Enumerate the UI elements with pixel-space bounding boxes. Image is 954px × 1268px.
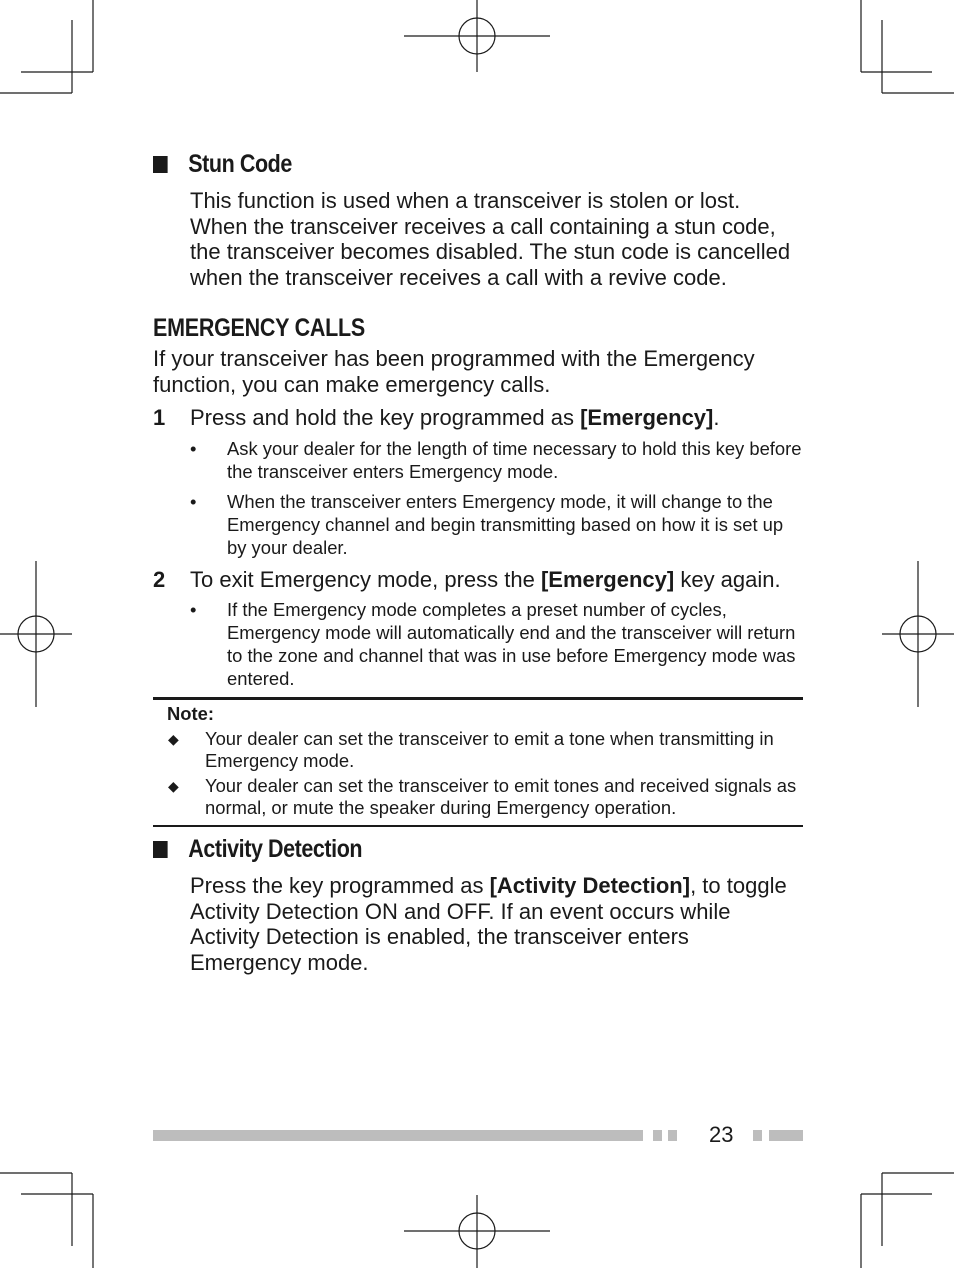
note-item <box>167 775 803 819</box>
activity-detection-body <box>190 873 803 975</box>
page-number: 23 <box>709 1122 734 1147</box>
square-bullet-icon <box>153 841 168 858</box>
step-text-part: . <box>713 405 720 430</box>
page-content <box>153 146 803 975</box>
step-2 <box>153 567 803 593</box>
stun-code-title: Stun Code <box>188 149 292 178</box>
key-label: [Emergency] <box>540 566 675 592</box>
footer-square <box>753 1130 762 1141</box>
footer-square <box>653 1130 662 1141</box>
footer-bar <box>153 1130 643 1141</box>
step-text-part: key again. <box>674 566 781 592</box>
emergency-calls-heading: EMERGENCY CALLS <box>153 314 365 342</box>
note-text: Your dealer can set the transceiver to emit tones and received signals as normal, or mute the speaker during Emergency operation. <box>205 775 797 818</box>
diamond-bullet-icon: ◆ <box>168 731 179 747</box>
footer-bar <box>769 1130 803 1141</box>
list-item <box>190 598 803 690</box>
step-1 <box>153 405 803 431</box>
step-number: 2 <box>153 566 166 592</box>
note-box <box>153 697 803 827</box>
step-text <box>190 405 803 431</box>
body-text-part: Press the key programmed as <box>190 873 490 898</box>
bullet-text: If the Emergency mode completes a preset number of cycles, Emergency mode will automatically end and the transceiver will return to the zone and channel that was in use before Emergency mode was entered. <box>227 599 796 689</box>
activity-detection-title: Activity Detection <box>188 834 363 863</box>
bullet-dot-icon: • <box>190 599 197 620</box>
list-item <box>190 490 803 559</box>
step-text <box>190 567 803 593</box>
page-footer <box>153 1124 803 1146</box>
activity-detection-heading <box>153 831 712 867</box>
list-item <box>190 437 803 483</box>
stun-code-heading <box>153 146 712 182</box>
step-2-bullets <box>190 598 803 690</box>
step-1-bullets <box>190 437 803 559</box>
key-label: [Emergency] <box>580 405 714 430</box>
note-text: Your dealer can set the transceiver to emit a tone when transmitting in Emergency mode. <box>205 728 774 771</box>
emergency-intro: If your transceiver has been programmed with the Emergency function, you can make emergency calls. <box>153 346 755 397</box>
step-number: 1 <box>153 405 166 430</box>
square-bullet-icon <box>153 156 168 173</box>
bullet-text: Ask your dealer for the length of time necessary to hold this key before the transceiver enters Emergency mode. <box>227 437 802 482</box>
bullet-dot-icon: • <box>190 490 197 512</box>
stun-code-body: This function is used when a transceiver is stolen or lost. When the transceiver receives a call containing a stun code, the transceiver becomes disabled. The stun code is cancelled when the transceiver receives a call with a revive code. <box>190 188 791 290</box>
bullet-dot-icon: • <box>190 437 197 459</box>
diamond-bullet-icon: ◆ <box>168 778 179 794</box>
bullet-text: When the transceiver enters Emergency mode, it will change to the Emergency channel and begin transmitting based on how it is set up by your dealer. <box>227 490 784 558</box>
footer-square <box>668 1130 677 1141</box>
key-label: [Activity Detection] <box>489 873 691 898</box>
note-item <box>167 728 803 772</box>
step-text-part: To exit Emergency mode, press the <box>190 566 541 592</box>
step-text-part: Press and hold the key programmed as <box>190 405 581 430</box>
note-title: Note: <box>167 703 214 724</box>
body-text-part: , to toggle Activity Detection ON and OFF. If an event occurs while Activity Detection is enabled, the transceiver enters Emergency mode. <box>190 873 787 975</box>
